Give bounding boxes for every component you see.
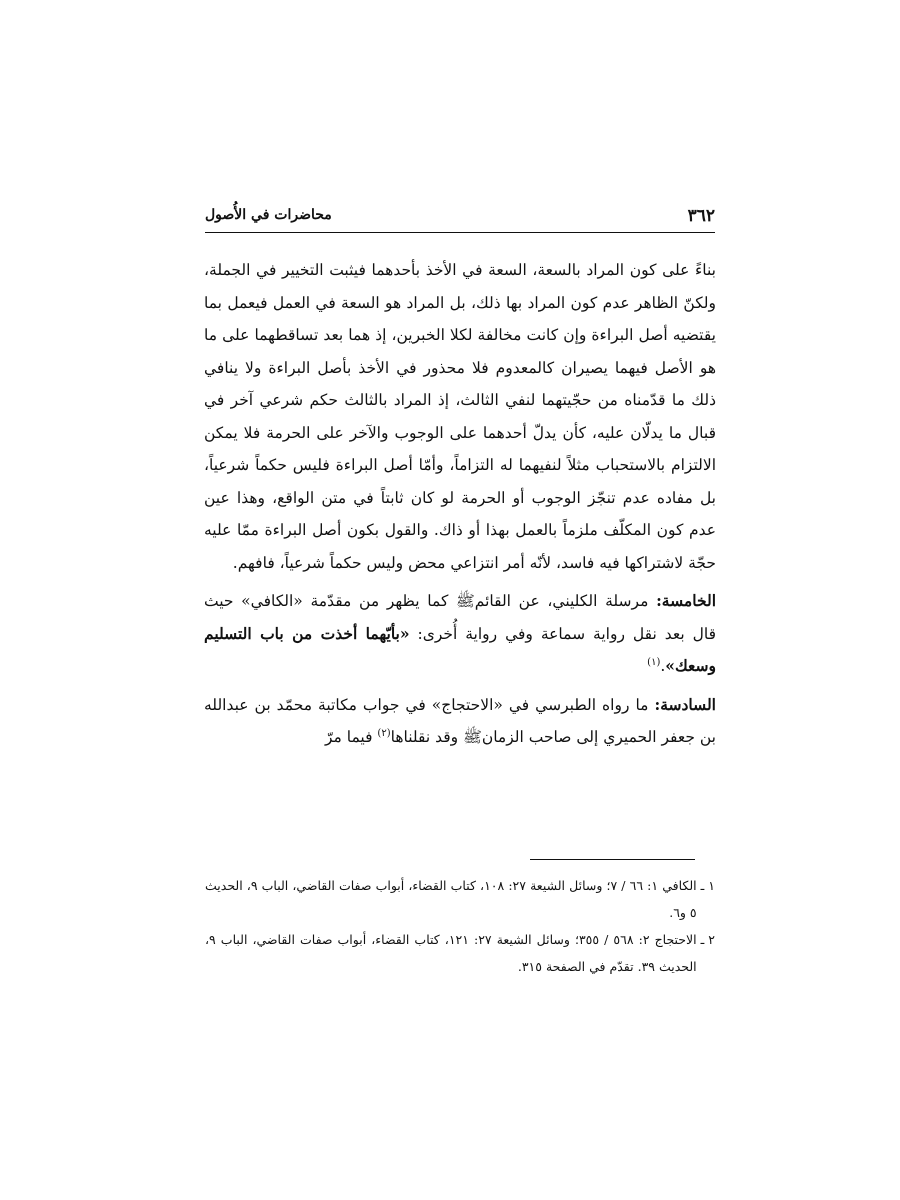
item-label-fifth: الخامسة: xyxy=(656,591,716,610)
footnote-reference-1[interactable]: (١) xyxy=(647,656,661,668)
footnote-text: الاحتجاج ٢: ٥٦٨ / ٣٥٥؛ وسائل الشيعة ٢٧: ١٢١، كتاب القضاء، أبواب صفات القاضي، الباب ٩، الحديث ٣٩. تقدّم في الصفحة ٣١٥. xyxy=(205,932,697,974)
item-label-sixth: السادسة: xyxy=(654,694,716,714)
paragraph-5th-narration xyxy=(204,585,716,683)
footnote-number: ١ ـ xyxy=(700,878,715,893)
paragraph-text: . xyxy=(660,657,666,675)
honorific-glyph: ﷺ xyxy=(463,728,482,746)
main-text xyxy=(204,254,716,760)
paragraph-text: كما يظهر من مقدّمة «الكافي» حيث قال بعد نقل رواية سماعة وفي رواية أُخرى: xyxy=(204,592,716,643)
header-divider xyxy=(205,232,715,233)
paragraph-6th-narration xyxy=(204,689,716,754)
book-title: محاضرات في الأُصول xyxy=(205,207,332,223)
footnote-reference-2[interactable]: (٢) xyxy=(377,727,391,739)
running-header xyxy=(205,206,715,228)
footnote-divider xyxy=(530,859,695,860)
paragraph-text: مرسلة الكليني، عن القائم xyxy=(474,592,657,610)
footnote-2 xyxy=(205,926,715,980)
footnote-1 xyxy=(205,872,715,926)
footnote-text: الكافي ١: ٦٦ / ٧؛ وسائل الشيعة ٢٧: ١٠٨، كتاب القضاء، أبواب صفات القاضي، الباب ٩، الحديث ٥ و٦. xyxy=(205,878,697,920)
paragraph-1: بناءً على كون المراد بالسعة، السعة في الأخذ بأحدهما فيثبت التخيير في الجملة، ولكنّ الظاهر عدم كون المراد بها ذلك، بل المراد هو السعة في العمل فيعمل بما يقتضيه أصل البراءة وإن كانت مخالفة لكلا الخبرين، إذ هما بعد تساقطهما على ما هو الأصل فيهما يصيران كالمعدوم فلا محذور في الأخذ بأصل البراءة ولا ينافي ذلك ما قدّمناه من حجّيتهما لنفي الثالث، إذ المراد بالثالث حكم شرعي آخر في قبال ما يدلّان عليه، كأن يدلّ أحدهما على الوجوب والآخر على الحرمة فلا يمكن الالتزام بالاستحباب مثلاً لنفيهما له التزاماً، وأمّا أصل البراءة فليس حكماً شرعياً، بل مفاده عدم تنجّز الوجوب أو الحرمة لو كان ثابتاً في متن الواقع، وهذا عين عدم كون المكلّف ملزماً بالعمل بهذا أو ذاك. والقول بكون أصل البراءة ممّا عليه حجّة لاشتراكها فيه فاسد، لأنّه أمر انتزاعي محض وليس حكماً شرعياً، فافهم. xyxy=(204,261,716,572)
footnotes xyxy=(205,872,715,980)
honorific-glyph: ﷺ xyxy=(456,592,475,610)
paragraph-text: وقد نقلناها xyxy=(390,728,464,746)
footnote-number: ٢ ـ xyxy=(700,932,715,947)
quoted-narration: «بأيّهما أخذت من باب التسليم وسعك» xyxy=(204,623,716,675)
paragraph-text: فيما مرّ xyxy=(324,728,378,746)
paragraph-text: ما رواه الطبرسي في «الاحتجاج» في جواب مكاتبة محمّد بن عبدالله بن جعفر الحميري إلى صاحب الزمان xyxy=(204,695,716,746)
page-number: ٣٦٢ xyxy=(687,206,715,226)
